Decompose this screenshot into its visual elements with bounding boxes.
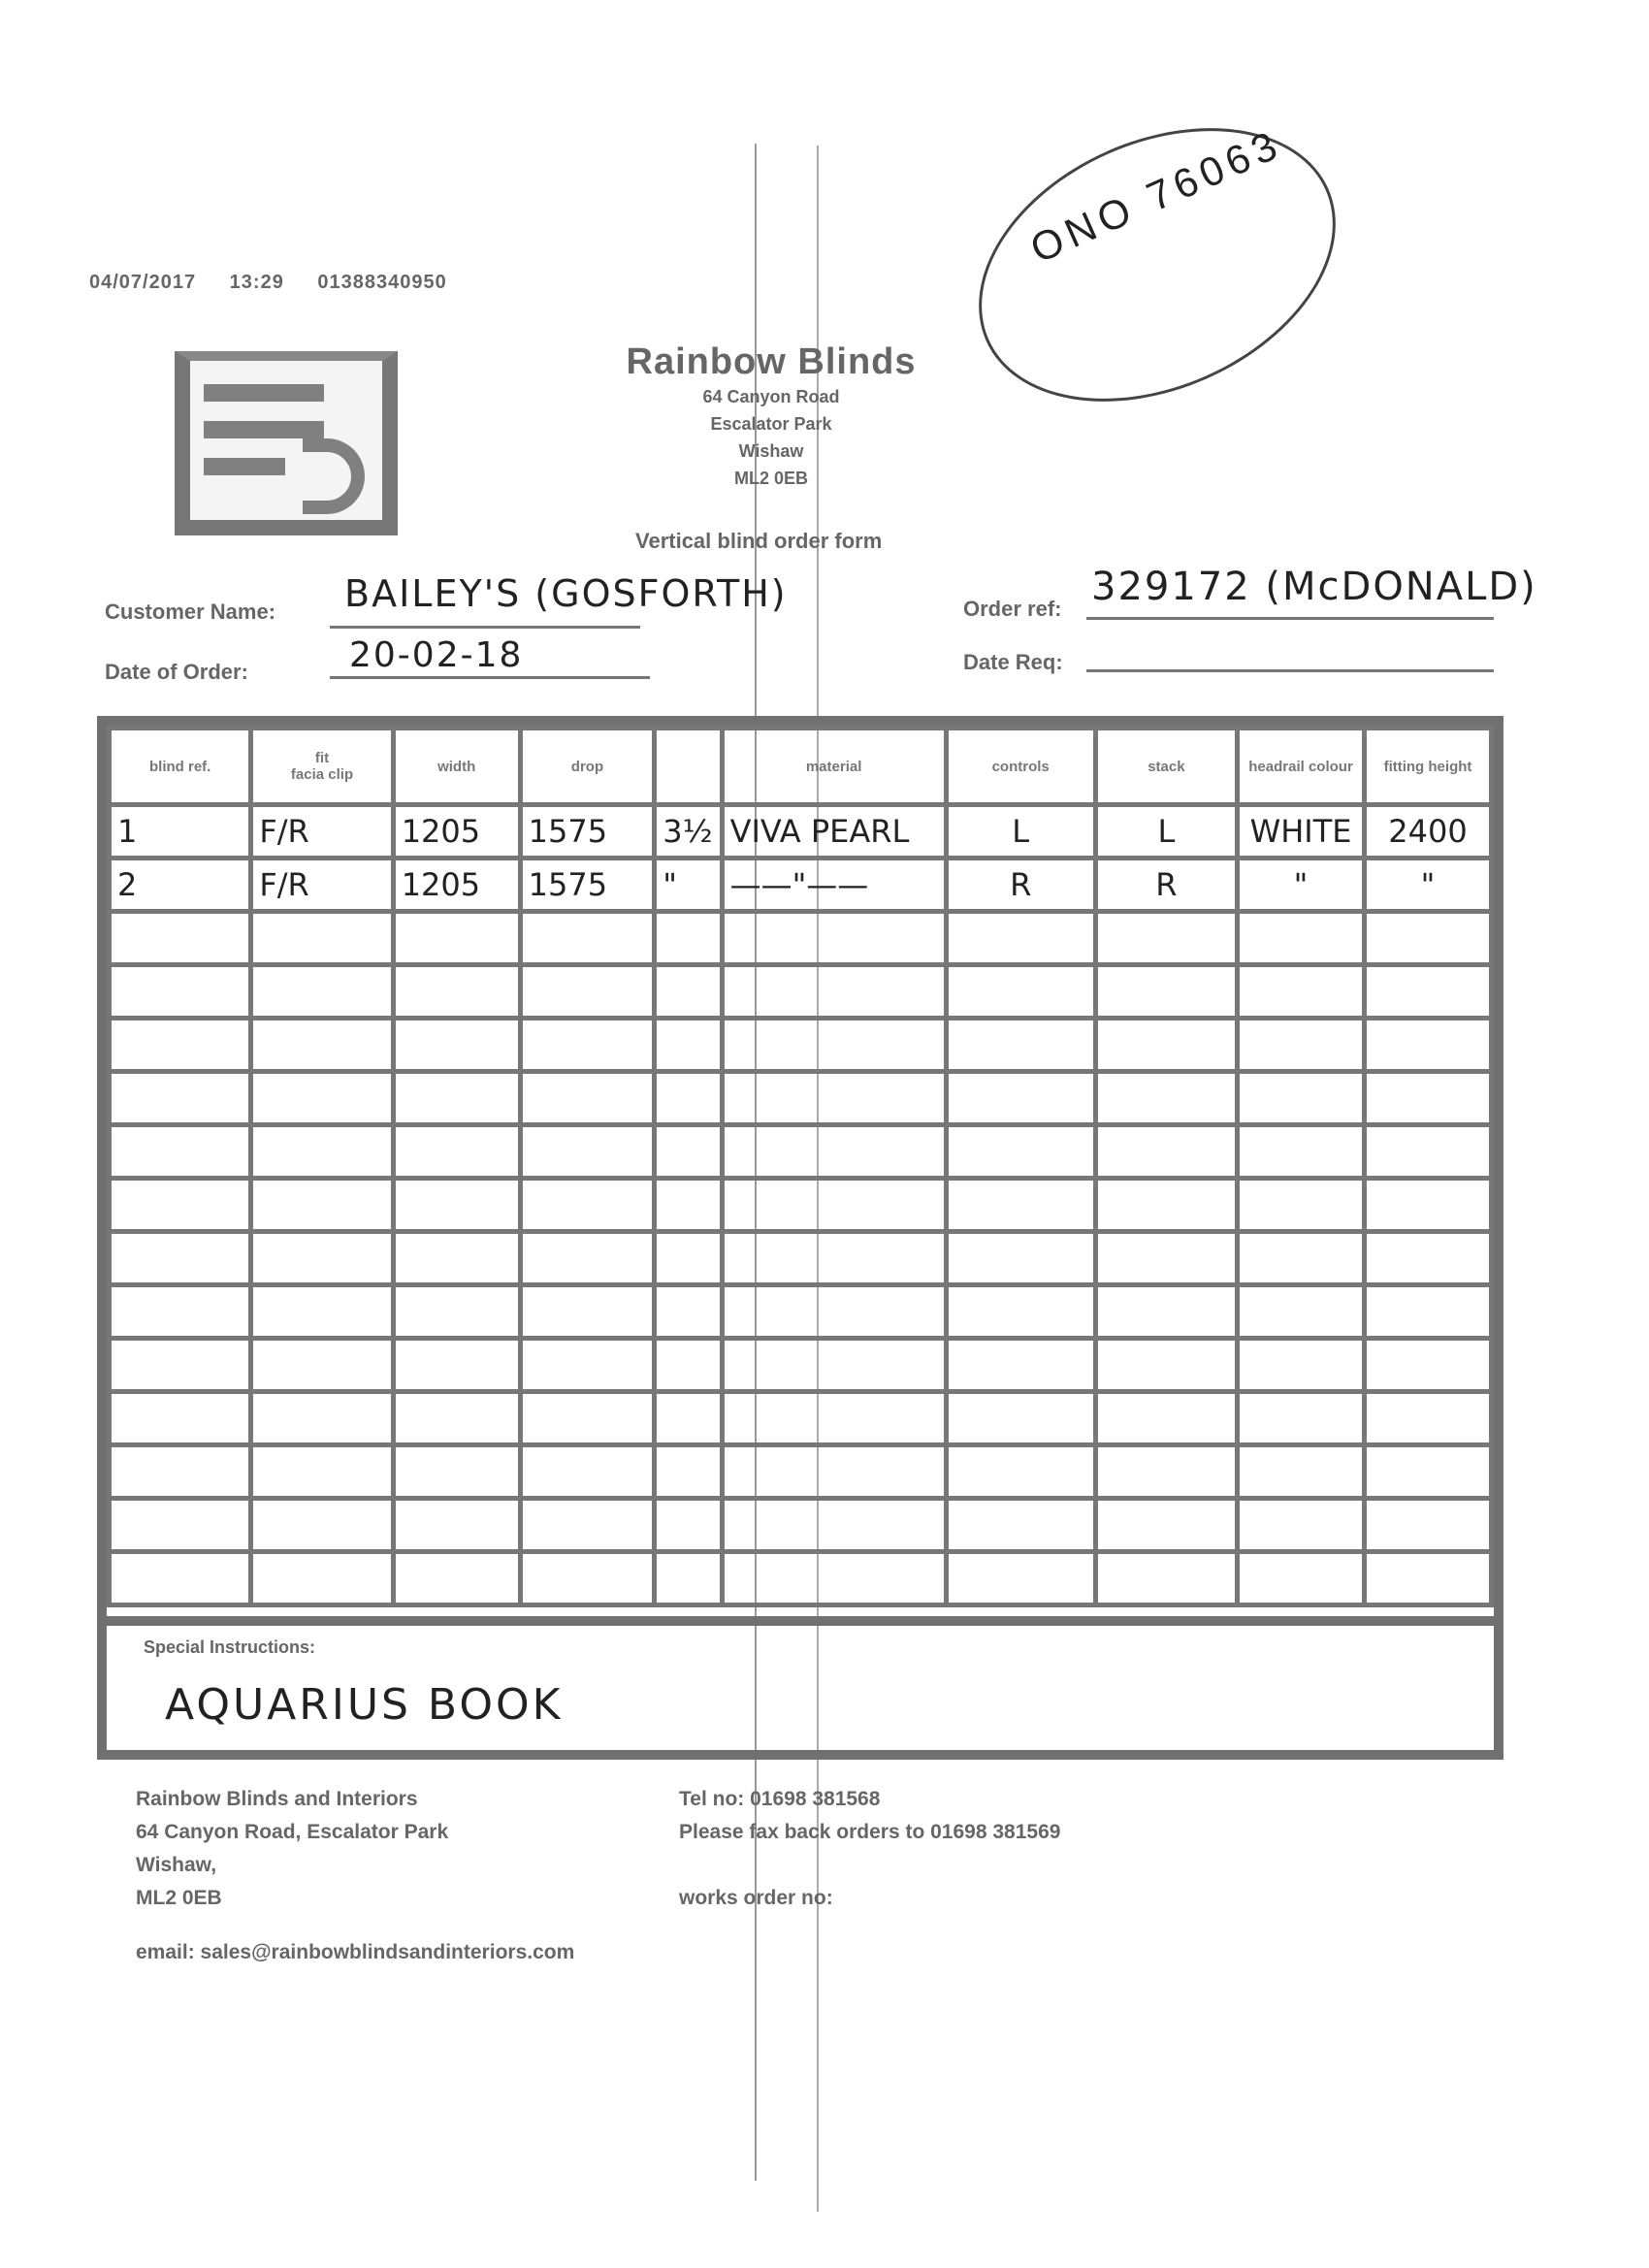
table-header-cell: headrail colour [1238, 729, 1365, 805]
company-name: Rainbow Blinds [626, 341, 917, 382]
table-cell[interactable] [722, 1072, 946, 1125]
fax-date: 04/07/2017 [89, 272, 197, 293]
special-instructions-value[interactable]: AQUARIUS BOOK [165, 1680, 564, 1730]
table-cell[interactable] [655, 1552, 722, 1605]
table-row [110, 1125, 1492, 1179]
table-cell[interactable] [520, 1339, 655, 1392]
table-cell[interactable] [1364, 1445, 1491, 1499]
table-row [110, 859, 1492, 912]
table-cell[interactable]: ——"—— [722, 859, 946, 912]
table-cell[interactable] [1095, 1285, 1237, 1339]
table-cell[interactable] [1095, 1232, 1237, 1285]
table-cell[interactable] [1095, 1392, 1237, 1445]
table-cell[interactable] [946, 1339, 1095, 1392]
company-address-line: 64 Canyon Road [702, 387, 840, 406]
table-cell[interactable] [1364, 1125, 1491, 1179]
table-row [110, 1179, 1492, 1232]
table-row [110, 1232, 1492, 1285]
table-header-cell: blind ref. [110, 729, 251, 805]
table-cell[interactable] [1238, 1019, 1365, 1072]
table-row [110, 1445, 1492, 1499]
reference-stamp-circle [936, 76, 1379, 455]
table-row [110, 1019, 1492, 1072]
table-cell[interactable] [110, 1072, 251, 1125]
table-cell[interactable] [1238, 1552, 1365, 1605]
table-cell[interactable] [110, 965, 251, 1019]
table-header-cell: width [393, 729, 520, 805]
table-cell[interactable] [946, 1285, 1095, 1339]
table-cell[interactable]: 1575 [520, 859, 655, 912]
customer-name-value[interactable]: BAILEY'S (GOSFORTH) [344, 572, 788, 615]
company-address-line: ML2 0EB [733, 469, 809, 488]
table-cell[interactable] [722, 1019, 946, 1072]
table-cell[interactable] [110, 912, 251, 965]
table-cell[interactable]: 1575 [520, 805, 655, 859]
table-cell[interactable] [1095, 1125, 1237, 1179]
table-cell[interactable] [110, 1499, 251, 1552]
table-cell[interactable] [251, 1392, 393, 1445]
table-cell[interactable] [1238, 1125, 1365, 1179]
table-cell[interactable]: " [1364, 859, 1491, 912]
table-header-cell: material [722, 729, 946, 805]
special-instructions-box [97, 1626, 1504, 1760]
table-cell[interactable]: F/R [251, 805, 393, 859]
date-req-label: Date Req: [963, 650, 1063, 674]
table-cell[interactable] [1095, 1019, 1237, 1072]
table-cell[interactable] [1238, 912, 1365, 965]
table-cell[interactable] [1095, 1179, 1237, 1232]
table-cell[interactable] [110, 1339, 251, 1392]
table-cell[interactable] [1364, 1019, 1491, 1072]
table-row [110, 1339, 1492, 1392]
table-cell[interactable] [520, 1072, 655, 1125]
table-cell[interactable] [1095, 965, 1237, 1019]
table-cell[interactable] [1364, 1552, 1491, 1605]
table-cell[interactable] [655, 1339, 722, 1392]
table-cell[interactable] [722, 1445, 946, 1499]
table-cell[interactable] [393, 1552, 520, 1605]
date-of-order-label: Date of Order: [105, 660, 248, 684]
table-cell[interactable] [251, 1125, 393, 1179]
date-of-order-value[interactable]: 20-02-18 [349, 635, 524, 675]
table-cell[interactable]: 3½ [655, 805, 722, 859]
table-header-row [110, 729, 1492, 805]
date-of-order-underline [330, 676, 650, 679]
customer-name-label: Customer Name: [105, 599, 276, 624]
table-cell[interactable] [722, 1552, 946, 1605]
table-cell[interactable] [393, 1072, 520, 1125]
table-cell[interactable]: 1205 [393, 805, 520, 859]
order-table-frame [97, 716, 1504, 1626]
table-cell[interactable] [655, 1125, 722, 1179]
table-cell[interactable] [1364, 1499, 1491, 1552]
footer-address-line: 64 Canyon Road, Escalator Park [136, 1821, 449, 1843]
table-cell[interactable] [251, 1179, 393, 1232]
table-cell[interactable] [393, 1339, 520, 1392]
table-cell[interactable] [110, 1285, 251, 1339]
table-header-cell: controls [946, 729, 1095, 805]
table-cell[interactable] [1364, 1392, 1491, 1445]
table-cell[interactable] [520, 1552, 655, 1605]
table-cell[interactable]: F/R [251, 859, 393, 912]
table-cell[interactable] [1238, 1179, 1365, 1232]
customer-name-underline [330, 626, 640, 629]
company-header [582, 341, 960, 492]
table-cell[interactable] [520, 1285, 655, 1339]
table-row [110, 1392, 1492, 1445]
footer-address-line: ML2 0EB [136, 1887, 222, 1909]
table-cell[interactable]: R [946, 859, 1095, 912]
table-cell[interactable] [251, 1019, 393, 1072]
table-cell[interactable] [946, 1499, 1095, 1552]
table-cell[interactable] [655, 965, 722, 1019]
table-cell[interactable] [946, 1392, 1095, 1445]
table-cell[interactable] [1238, 1072, 1365, 1125]
table-cell[interactable] [1238, 1445, 1365, 1499]
table-row [110, 1499, 1492, 1552]
table-cell[interactable] [655, 1445, 722, 1499]
footer-address-line: Wishaw, [136, 1854, 217, 1876]
table-cell[interactable] [655, 1019, 722, 1072]
table-cell[interactable] [393, 1125, 520, 1179]
table-cell[interactable] [520, 1019, 655, 1072]
table-cell[interactable] [1095, 1072, 1237, 1125]
table-cell[interactable] [251, 1339, 393, 1392]
table-cell[interactable] [655, 1499, 722, 1552]
table-cell[interactable] [1364, 965, 1491, 1019]
table-cell[interactable] [251, 965, 393, 1019]
footer-email: email: sales@rainbowblindsandinteriors.com [136, 1941, 575, 1963]
footer-tel: Tel no: 01698 381568 [679, 1788, 881, 1810]
table-cell[interactable] [110, 1019, 251, 1072]
table-body [110, 805, 1492, 1605]
table-cell[interactable]: L [946, 805, 1095, 859]
fax-number: 01388340950 [317, 272, 447, 293]
table-cell[interactable]: 1205 [393, 859, 520, 912]
table-row [110, 1072, 1492, 1125]
reference-stamp-text: ONO 76063 [1023, 119, 1289, 273]
table-cell[interactable] [1364, 1179, 1491, 1232]
table-cell[interactable] [1238, 1232, 1365, 1285]
order-table [107, 726, 1494, 1607]
company-address-line: Escalator Park [710, 414, 832, 434]
table-cell[interactable] [946, 965, 1095, 1019]
table-cell[interactable] [722, 1392, 946, 1445]
footer-address [136, 1783, 448, 1915]
table-header-cell: drop [520, 729, 655, 805]
table-cell[interactable] [393, 1019, 520, 1072]
table-cell[interactable] [722, 1125, 946, 1179]
table-cell[interactable]: WHITE [1238, 805, 1365, 859]
table-cell[interactable] [1095, 912, 1237, 965]
table-cell[interactable] [722, 1499, 946, 1552]
company-address-line: Wishaw [738, 441, 804, 461]
fax-header [89, 272, 474, 294]
table-cell[interactable] [393, 1179, 520, 1232]
order-ref-underline [1086, 617, 1494, 620]
table-cell[interactable] [655, 1072, 722, 1125]
table-cell[interactable] [1364, 912, 1491, 965]
table-cell[interactable] [520, 912, 655, 965]
table-header-cell [655, 729, 722, 805]
table-cell[interactable] [251, 1072, 393, 1125]
table-cell[interactable] [520, 1179, 655, 1232]
table-cell[interactable] [1364, 1285, 1491, 1339]
table-cell[interactable] [722, 1339, 946, 1392]
table-cell[interactable] [722, 1232, 946, 1285]
table-row [110, 1552, 1492, 1605]
table-cell[interactable] [110, 1552, 251, 1605]
table-cell[interactable] [1238, 1499, 1365, 1552]
table-row [110, 965, 1492, 1019]
table-cell[interactable] [722, 912, 946, 965]
table-cell[interactable] [251, 1232, 393, 1285]
table-header-cell: stack [1095, 729, 1237, 805]
table-cell[interactable] [655, 1392, 722, 1445]
footer-fax: Please fax back orders to 01698 381569 [679, 1821, 1061, 1843]
table-cell[interactable] [655, 912, 722, 965]
table-cell[interactable] [251, 1552, 393, 1605]
fax-time: 13:29 [229, 272, 284, 293]
table-cell[interactable] [251, 1499, 393, 1552]
table-cell[interactable] [1238, 965, 1365, 1019]
table-cell[interactable] [1095, 1552, 1237, 1605]
table-cell[interactable] [1238, 1392, 1365, 1445]
footer-works-order: works order no: [679, 1887, 833, 1909]
table-cell[interactable] [110, 1179, 251, 1232]
table-cell[interactable]: " [655, 859, 722, 912]
table-cell[interactable] [722, 965, 946, 1019]
table-cell[interactable] [946, 1125, 1095, 1179]
table-cell[interactable] [110, 1232, 251, 1285]
table-cell[interactable] [393, 1499, 520, 1552]
table-header-cell: fitting height [1364, 729, 1491, 805]
table-cell[interactable] [1095, 1499, 1237, 1552]
table-cell[interactable] [1238, 1339, 1365, 1392]
date-req-underline [1086, 669, 1494, 672]
table-cell[interactable]: 1 [110, 805, 251, 859]
order-ref-label: Order ref: [963, 597, 1062, 621]
table-cell[interactable] [946, 912, 1095, 965]
table-cell[interactable] [946, 1019, 1095, 1072]
special-instructions-label: Special Instructions: [144, 1637, 316, 1657]
table-cell[interactable] [520, 1125, 655, 1179]
table-cell[interactable] [946, 1072, 1095, 1125]
footer-address-line: Rainbow Blinds and Interiors [136, 1788, 418, 1810]
table-cell[interactable] [1095, 1445, 1237, 1499]
table-cell[interactable]: R [1095, 859, 1237, 912]
table-cell[interactable] [110, 1392, 251, 1445]
table-cell[interactable] [946, 1552, 1095, 1605]
table-row [110, 1285, 1492, 1339]
order-ref-value[interactable]: 329172 (McDONALD) [1091, 565, 1537, 609]
table-cell[interactable] [1364, 1339, 1491, 1392]
table-cell[interactable]: " [1238, 859, 1365, 912]
table-cell[interactable] [251, 912, 393, 965]
table-cell[interactable] [655, 1232, 722, 1285]
table-cell[interactable] [722, 1179, 946, 1232]
form-title: Vertical blind order form [635, 529, 883, 553]
table-cell[interactable] [393, 912, 520, 965]
company-logo-icon [175, 351, 398, 535]
table-cell[interactable] [520, 965, 655, 1019]
table-cell[interactable]: L [1095, 805, 1237, 859]
table-cell[interactable] [393, 1392, 520, 1445]
table-cell[interactable] [110, 1125, 251, 1179]
table-cell[interactable] [946, 1179, 1095, 1232]
table-cell[interactable] [655, 1285, 722, 1339]
table-cell[interactable] [722, 1285, 946, 1339]
table-cell[interactable]: 2 [110, 859, 251, 912]
table-cell[interactable] [393, 1232, 520, 1285]
table-cell[interactable] [520, 1445, 655, 1499]
table-cell[interactable] [1364, 1072, 1491, 1125]
table-cell[interactable] [520, 1232, 655, 1285]
table-cell[interactable] [251, 1285, 393, 1339]
table-cell[interactable] [1364, 1232, 1491, 1285]
table-cell[interactable] [393, 965, 520, 1019]
table-cell[interactable] [393, 1285, 520, 1339]
table-cell[interactable] [520, 1499, 655, 1552]
table-cell[interactable]: VIVA PEARL [722, 805, 946, 859]
table-cell[interactable] [251, 1445, 393, 1499]
table-cell[interactable] [1238, 1285, 1365, 1339]
table-cell[interactable] [946, 1445, 1095, 1499]
table-row [110, 805, 1492, 859]
table-cell[interactable]: 2400 [1364, 805, 1491, 859]
table-cell[interactable] [1095, 1339, 1237, 1392]
table-cell[interactable] [946, 1232, 1095, 1285]
table-cell[interactable] [520, 1392, 655, 1445]
table-cell[interactable] [393, 1445, 520, 1499]
table-header-cell: fit facia clip [251, 729, 393, 805]
table-cell[interactable] [110, 1445, 251, 1499]
table-cell[interactable] [655, 1179, 722, 1232]
table-row [110, 912, 1492, 965]
